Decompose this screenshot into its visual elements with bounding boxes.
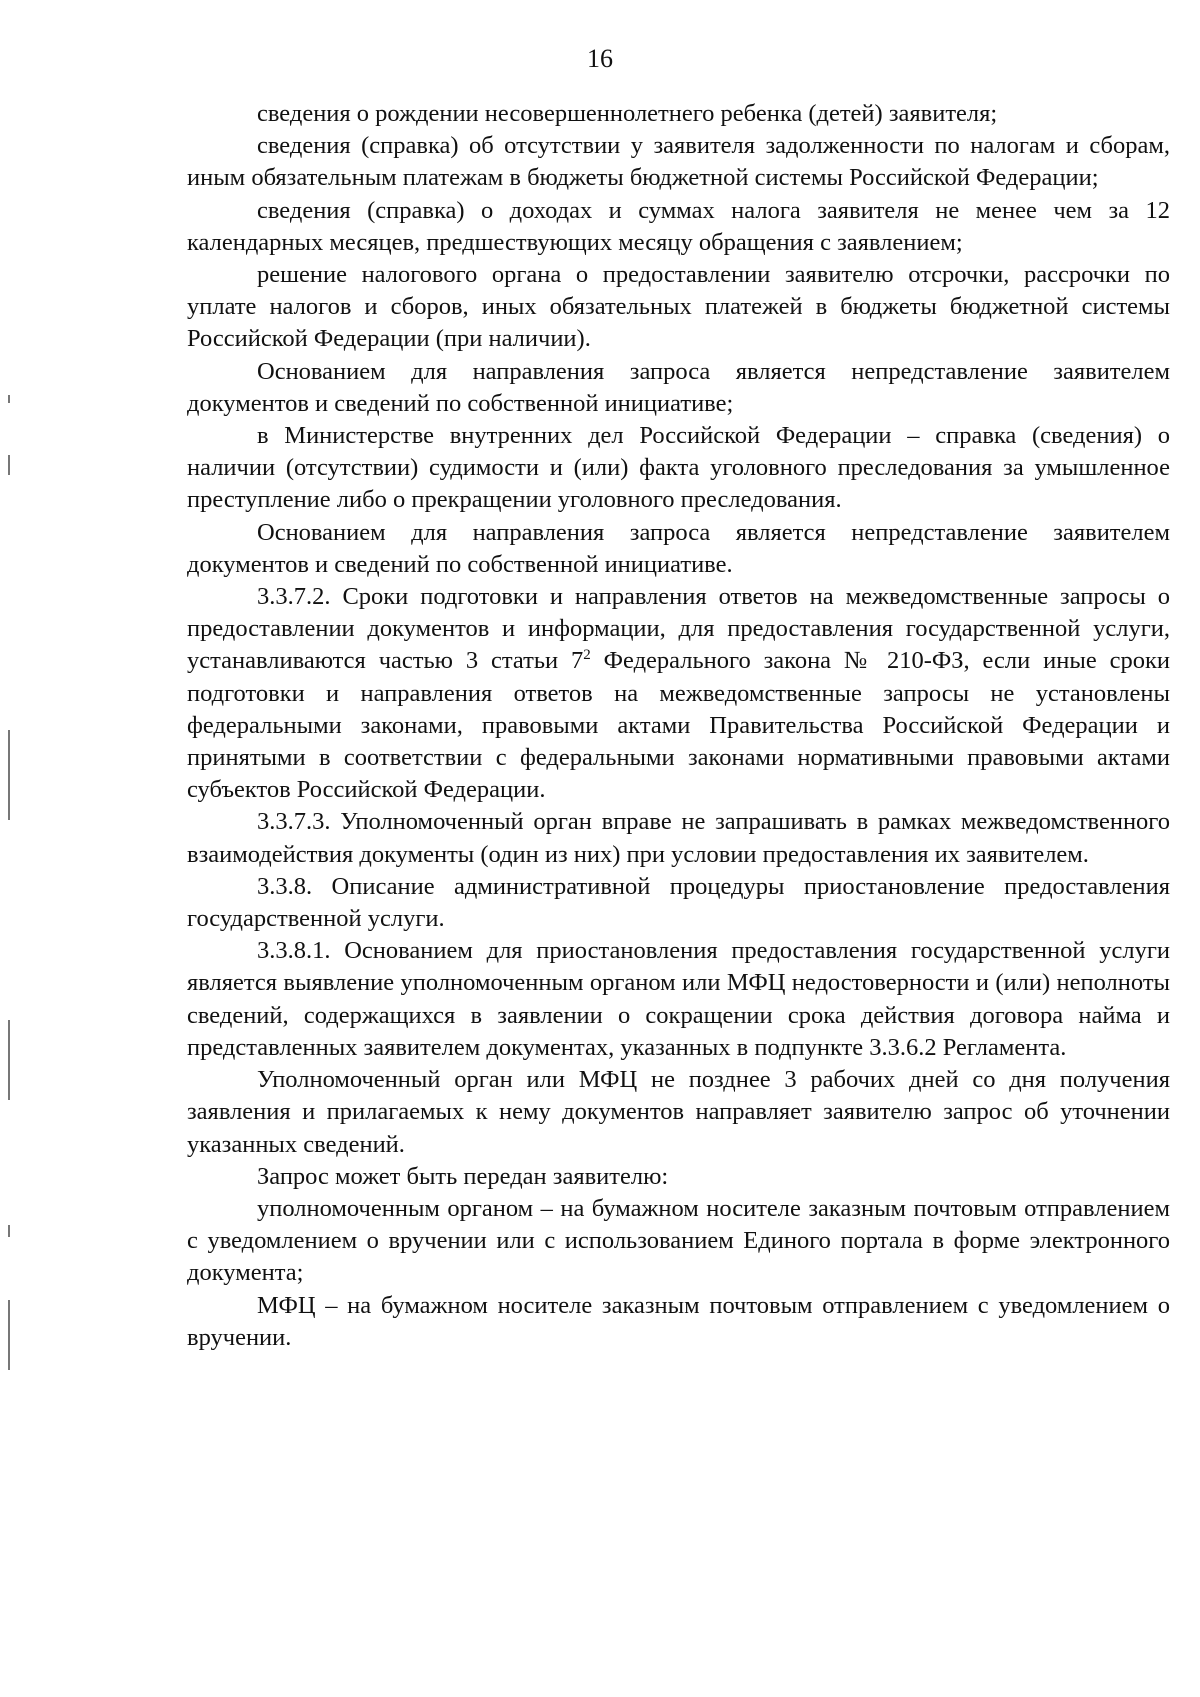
paragraph-text-before: 3.3.7.2. Сроки подготовки и направления ответов на межведомственные запросы о предоставлении документов и информации, для предоставления государственной услуги, устанавливаются частью 3 статьи 7: [187, 583, 1170, 675]
scan-mark: [8, 730, 10, 820]
scan-edge-marks: [0, 0, 20, 1697]
scan-mark: [8, 1225, 10, 1237]
paragraph: уполномоченным органом – на бумажном носителе заказным почтовым отправлением с уведомлением о вручении или с использованием Единого портала в форме электронного документа;: [187, 1194, 1170, 1287]
scan-mark: [8, 1300, 10, 1370]
scan-mark: [8, 1020, 10, 1100]
paragraph-text-after: Федерального закона № 210-ФЗ, если иные сроки подготовки и направления ответов на межведомственные запросы не установлены федеральными законами, правовыми актами Правительства Российской Федерации и принятыми в соответствии с федеральными законами нормативными правовыми актами субъектов Российской Федерации.: [187, 647, 1170, 804]
scan-mark: [8, 455, 10, 475]
scan-mark: [8, 395, 10, 403]
paragraph: 3.3.7.3. Уполномоченный орган вправе не запрашивать в рамках межведомственного взаимодействия документы (один из них) при условии предоставления их заявителем.: [187, 808, 1170, 868]
paragraph: сведения (справка) об отсутствии у заявителя задолженности по налогам и сборам, иным обязательным платежам в бюджеты бюджетной системы Российской Федерации;: [187, 132, 1170, 192]
superscript: 2: [583, 647, 591, 664]
paragraph: сведения о рождении несовершеннолетнего ребенка (детей) заявителя;: [257, 100, 998, 127]
paragraph: 3.3.8.1. Основанием для приостановления предоставления государственной услуги является выявление уполномоченным органом или МФЦ недостоверности и (или) неполноты сведений, содержащихся в заявлении о сокращении срока действия договора найма и представленных заявителем документах, указанных в подпункте 3.3.6.2 Регламента.: [187, 937, 1170, 1061]
paragraph: Основанием для направления запроса является непредставление заявителем документов и сведений по собственной инициативе;: [187, 357, 1170, 417]
paragraph-with-superscript: [187, 581, 1170, 806]
document-body: [187, 98, 1170, 1354]
paragraph: в Министерстве внутренних дел Российской Федерации – справка (сведения) о наличии (отсутствии) судимости и (или) факта уголовного преследования за умышленное преступление либо о прекращении уголовного преследования.: [187, 422, 1170, 514]
paragraph: Запрос может быть передан заявителю:: [257, 1162, 669, 1190]
page-number: 16: [587, 44, 613, 73]
paragraph: решение налогового органа о предоставлении заявителю отсрочки, рассрочки по уплате налогов и сборов, иных обязательных платежей в бюджеты бюджетной системы Российской Федерации (при наличии).: [187, 261, 1170, 353]
paragraph: Уполномоченный орган или МФЦ не позднее 3 рабочих дней со дня получения заявления и прилагаемых к нему документов направляет заявителю запрос об уточнении указанных сведений.: [187, 1066, 1170, 1158]
paragraph: Основанием для направления запроса является непредставление заявителем документов и сведений по собственной инициативе.: [187, 518, 1170, 578]
paragraph: МФЦ – на бумажном носителе заказным почтовым отправлением с уведомлением о вручении.: [187, 1291, 1170, 1351]
paragraph: сведения (справка) о доходах и суммах налога заявителя не менее чем за 12 календарных месяцев, предшествующих месяцу обращения с заявлением;: [187, 196, 1170, 256]
paragraph: 3.3.8. Описание административной процедуры приостановление предоставления государственной услуги.: [187, 872, 1170, 933]
